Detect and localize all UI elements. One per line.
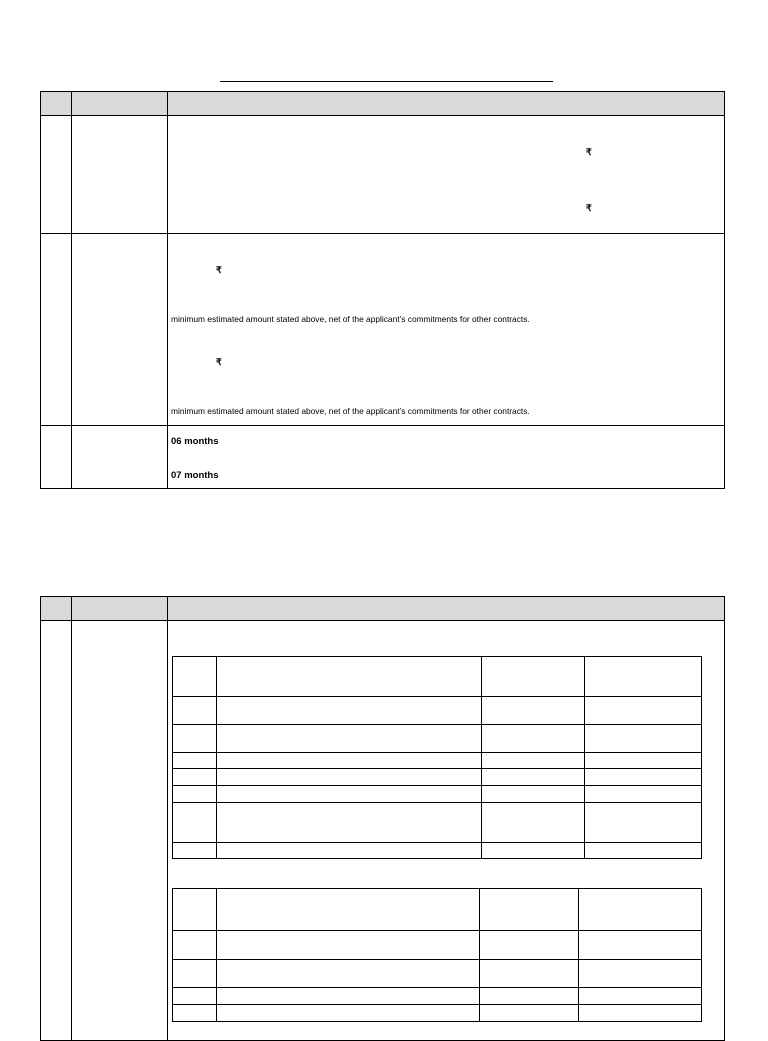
cell (217, 697, 482, 725)
cell (173, 769, 217, 786)
details-cell (168, 234, 725, 426)
cell (217, 725, 482, 753)
cell (173, 803, 217, 843)
cell (482, 769, 585, 786)
cell (585, 843, 702, 859)
rupee-symbol: ₹ (586, 203, 592, 213)
cell (482, 725, 585, 753)
cell (579, 1005, 702, 1022)
cell (579, 931, 702, 960)
cell (173, 725, 217, 753)
cell (579, 960, 702, 988)
cell (579, 889, 702, 931)
cell (217, 769, 482, 786)
title-underline (220, 81, 553, 82)
cell (173, 988, 217, 1005)
table-row (41, 621, 725, 1041)
table-header-row (41, 597, 725, 621)
cell (217, 1005, 480, 1022)
inner-row (173, 697, 702, 725)
inner-header-row (173, 889, 702, 931)
cell (579, 988, 702, 1005)
cell (173, 843, 217, 859)
details-cell (168, 116, 725, 234)
criteria-cell (72, 426, 168, 489)
inner-row (173, 1005, 702, 1022)
rupee-symbol: ₹ (216, 357, 222, 367)
inner-row (173, 769, 702, 786)
inner-row (173, 960, 702, 988)
cell (482, 697, 585, 725)
cell (482, 803, 585, 843)
inner-header-row (173, 657, 702, 697)
completion-period: 06 months (171, 436, 219, 447)
criteria-cell (72, 116, 168, 234)
inner-row (173, 803, 702, 843)
cell (585, 697, 702, 725)
table-row (41, 234, 725, 426)
inner-row (173, 931, 702, 960)
cell (480, 1005, 579, 1022)
sno-cell (41, 426, 72, 489)
sno-cell (41, 621, 72, 1041)
cell (217, 786, 482, 803)
cell (585, 753, 702, 769)
header-cell-details (168, 597, 725, 621)
cell (173, 889, 217, 931)
cell (173, 697, 217, 725)
inner-row (173, 725, 702, 753)
sno-cell (41, 234, 72, 426)
cell (585, 725, 702, 753)
inner-row (173, 786, 702, 803)
criteria-cell (72, 621, 168, 1041)
cell (482, 657, 585, 697)
rupee-symbol: ₹ (586, 147, 592, 157)
cell (217, 657, 482, 697)
cell (480, 889, 579, 931)
cell (173, 753, 217, 769)
cell (217, 988, 480, 1005)
completion-period: 07 months (171, 470, 219, 481)
inner-table-2 (172, 888, 702, 1022)
inner-row (173, 753, 702, 769)
header-cell-sno (41, 597, 72, 621)
cell (173, 657, 217, 697)
cell (173, 786, 217, 803)
rupee-symbol: ₹ (216, 265, 222, 275)
table-row (41, 116, 725, 234)
criteria-cell (72, 234, 168, 426)
eligibility-table (40, 91, 725, 489)
cell (173, 1005, 217, 1022)
header-cell-criteria (72, 597, 168, 621)
cell (217, 960, 480, 988)
header-cell-sno (41, 92, 72, 116)
cell (173, 960, 217, 988)
cell (585, 769, 702, 786)
table-row (41, 426, 725, 489)
cell (480, 960, 579, 988)
table-header-row (41, 92, 725, 116)
cell (482, 753, 585, 769)
cell (217, 803, 482, 843)
experience-table (40, 596, 725, 1041)
cell (217, 753, 482, 769)
commitment-note: minimum estimated amount stated above, net of the applicant’s commitments for other contracts. (171, 314, 530, 324)
cell (482, 786, 585, 803)
sno-cell (41, 116, 72, 234)
cell (585, 657, 702, 697)
commitment-note: minimum estimated amount stated above, net of the applicant’s commitments for other contracts. (171, 406, 530, 416)
cell (585, 803, 702, 843)
cell (217, 843, 482, 859)
cell (173, 931, 217, 960)
cell (217, 931, 480, 960)
cell (482, 843, 585, 859)
header-cell-criteria (72, 92, 168, 116)
cell (585, 786, 702, 803)
header-cell-details (168, 92, 725, 116)
details-cell (168, 621, 725, 1041)
details-cell (168, 426, 725, 489)
inner-row (173, 843, 702, 859)
inner-table-1 (172, 656, 702, 859)
cell (480, 931, 579, 960)
cell (480, 988, 579, 1005)
inner-row (173, 988, 702, 1005)
cell (217, 889, 480, 931)
